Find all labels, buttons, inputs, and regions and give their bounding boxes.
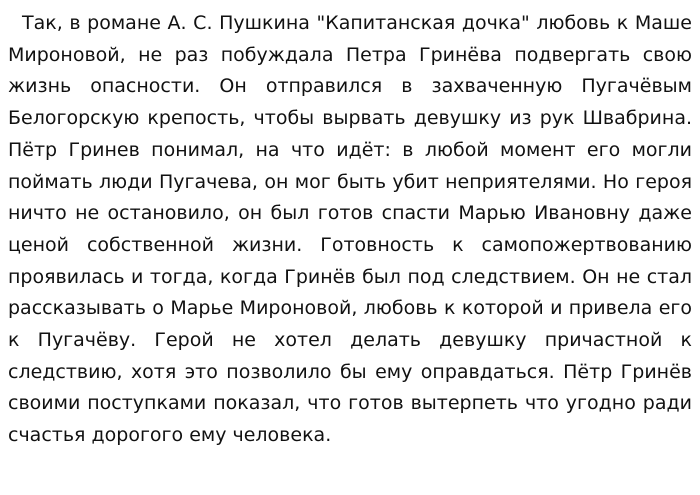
essay-paragraph: Так, в романе А. С. Пушкина "Капитанская дочка" любовь к Маше Мироновой, не раз побуждала Петра Гринёва подвергать свою жизнь опасности. Он отправился в захваченную Пугачёвым Белогорскую крепость, чтобы вырвать девушку из рук Швабрина. Пётр Гринев понимал, на что идёт: в любой момент его могли поймать люди Пугачева, он мог быть убит неприятелями. Но героя ничто не остановило, он был готов спасти Марью Ивановну даже ценой собственной жизни. Готовность к самопожертвованию проявилась и тогда, когда Гринёв был под следствием. Он не стал рассказывать о Марье Мироновой, любовь к которой и привела его к Пугачёву. Герой не хотел делать девушку причастной к следствию, хотя это позволило бы ему оправдаться. Пётр Гринёв своими поступками показал, что готов вытерпеть что угодно ради счастья дорогого ему человека.: [8, 12, 692, 447]
